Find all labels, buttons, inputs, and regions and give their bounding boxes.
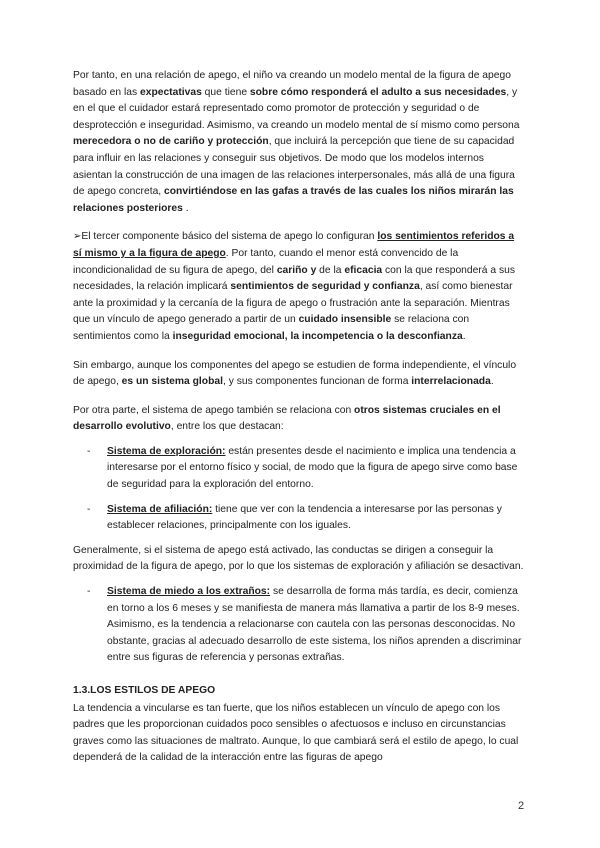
arrow-bullet-icon: ➢ bbox=[73, 231, 82, 243]
fear-list bbox=[73, 584, 525, 667]
paragraph-mental-model: Por tanto, en una relación de apego, el niño va creando un modelo mental de la figura de apego basado en las expectativas que tiene sobre cómo responderá el adulto a sus necesidades, y en el que el cuidador estará representado como promotor de protección y seguridad o de desprotección e inseguridad. Asimismo, va creando un modelo mental de sí mismo como persona merecedora o no de cariño y protección, que incluirá la percepción que tiene de su capacidad para influir en las relaciones y conseguir sus objetivos. De modo que los modelos internos asientan la construcción de una imagen de las relaciones interpersonales, más allá de una figura de apego concreta, convirtiéndose en las gafas a través de las cuales los niños mirarán las relaciones posteriores . bbox=[73, 70, 520, 214]
paragraph-third-component: ➢El tercer componente básico del sistema de apego lo configuran los sentimientos referidos a sí mismo y a la figura de apego. Por tanto, cuando el menor está convencido de la incondicionalidad de su figura de apego, del cariño y de la eficacia con la que responderá a sus necesidades, la relación implicará sentimientos de seguridad y confianza, así como bienestar ante la proximidad y la cercanía de la figura de apego o frustración ante la separación. Mientras que un vínculo de apego generado a partir de un cuidado insensible se relaciona con sentimientos como la inseguridad emocional, la incompetencia o la desconfianza. bbox=[73, 231, 515, 342]
list-item-exploration: - Sistema de exploración: están presentes desde el nacimiento e implica una tendencia a interesarse por el entorno físico y social, de modo que la figura de apego sirve como base de seguridad para la exploración del entorno. bbox=[87, 445, 518, 491]
list-item-affiliation: - Sistema de afiliación: tiene que ver con la tendencia a interesarse por las personas y establecer relaciones, principalmente con los iguales. bbox=[87, 503, 502, 532]
section-heading: 1.3.LOS ESTILOS DE APEGO bbox=[73, 685, 216, 696]
paragraph-activation: Generalmente, si el sistema de apego está activado, las conductas se dirigen a conseguir la proximidad de la figura de apego, por lo que los sistemas de exploración y afiliación se desactivan. bbox=[73, 544, 524, 573]
systems-list bbox=[73, 444, 525, 535]
paragraph-global-system: Sin embargo, aunque los componentes del apego se estudien de forma independiente, el vínculo de apego, es un sistema global, y sus componentes funcionan de forma interrelacionada. bbox=[73, 359, 517, 388]
page-number: 2 bbox=[518, 800, 525, 812]
paragraph-attachment-styles: La tendencia a vincularse es tan fuerte, que los niños establecen un vínculo de apego con los padres que les proporcionan cuidados poco sensibles o afectuosos e incluso en circunstancias graves como las situaciones de maltrato. Aunque, lo que cambiará será el estilo de apego, lo cual dependerá de la calidad de la interacción entre las figuras de apego bbox=[73, 702, 519, 764]
list-item-fear-of-strangers: - Sistema de miedo a los extraños: se desarrolla de forma más tardía, es decir, comienza en torno a los 6 meses y se manifiesta de manera más llamativa a partir de los 8-9 meses. Asimismo, es la tendencia a relacionarse con cautela con las personas desconocidas. No obstante, gracias al adecuado desarrollo de este sistema, los niños aprenden a discriminar entre sus figuras de referencia y personas extrañas. bbox=[87, 586, 522, 664]
paragraph-other-systems: Por otra parte, el sistema de apego también se relaciona con otros sistemas cruciales en el desarrollo evolutivo, entre los que destacan: bbox=[73, 404, 501, 433]
document-page bbox=[73, 68, 525, 779]
